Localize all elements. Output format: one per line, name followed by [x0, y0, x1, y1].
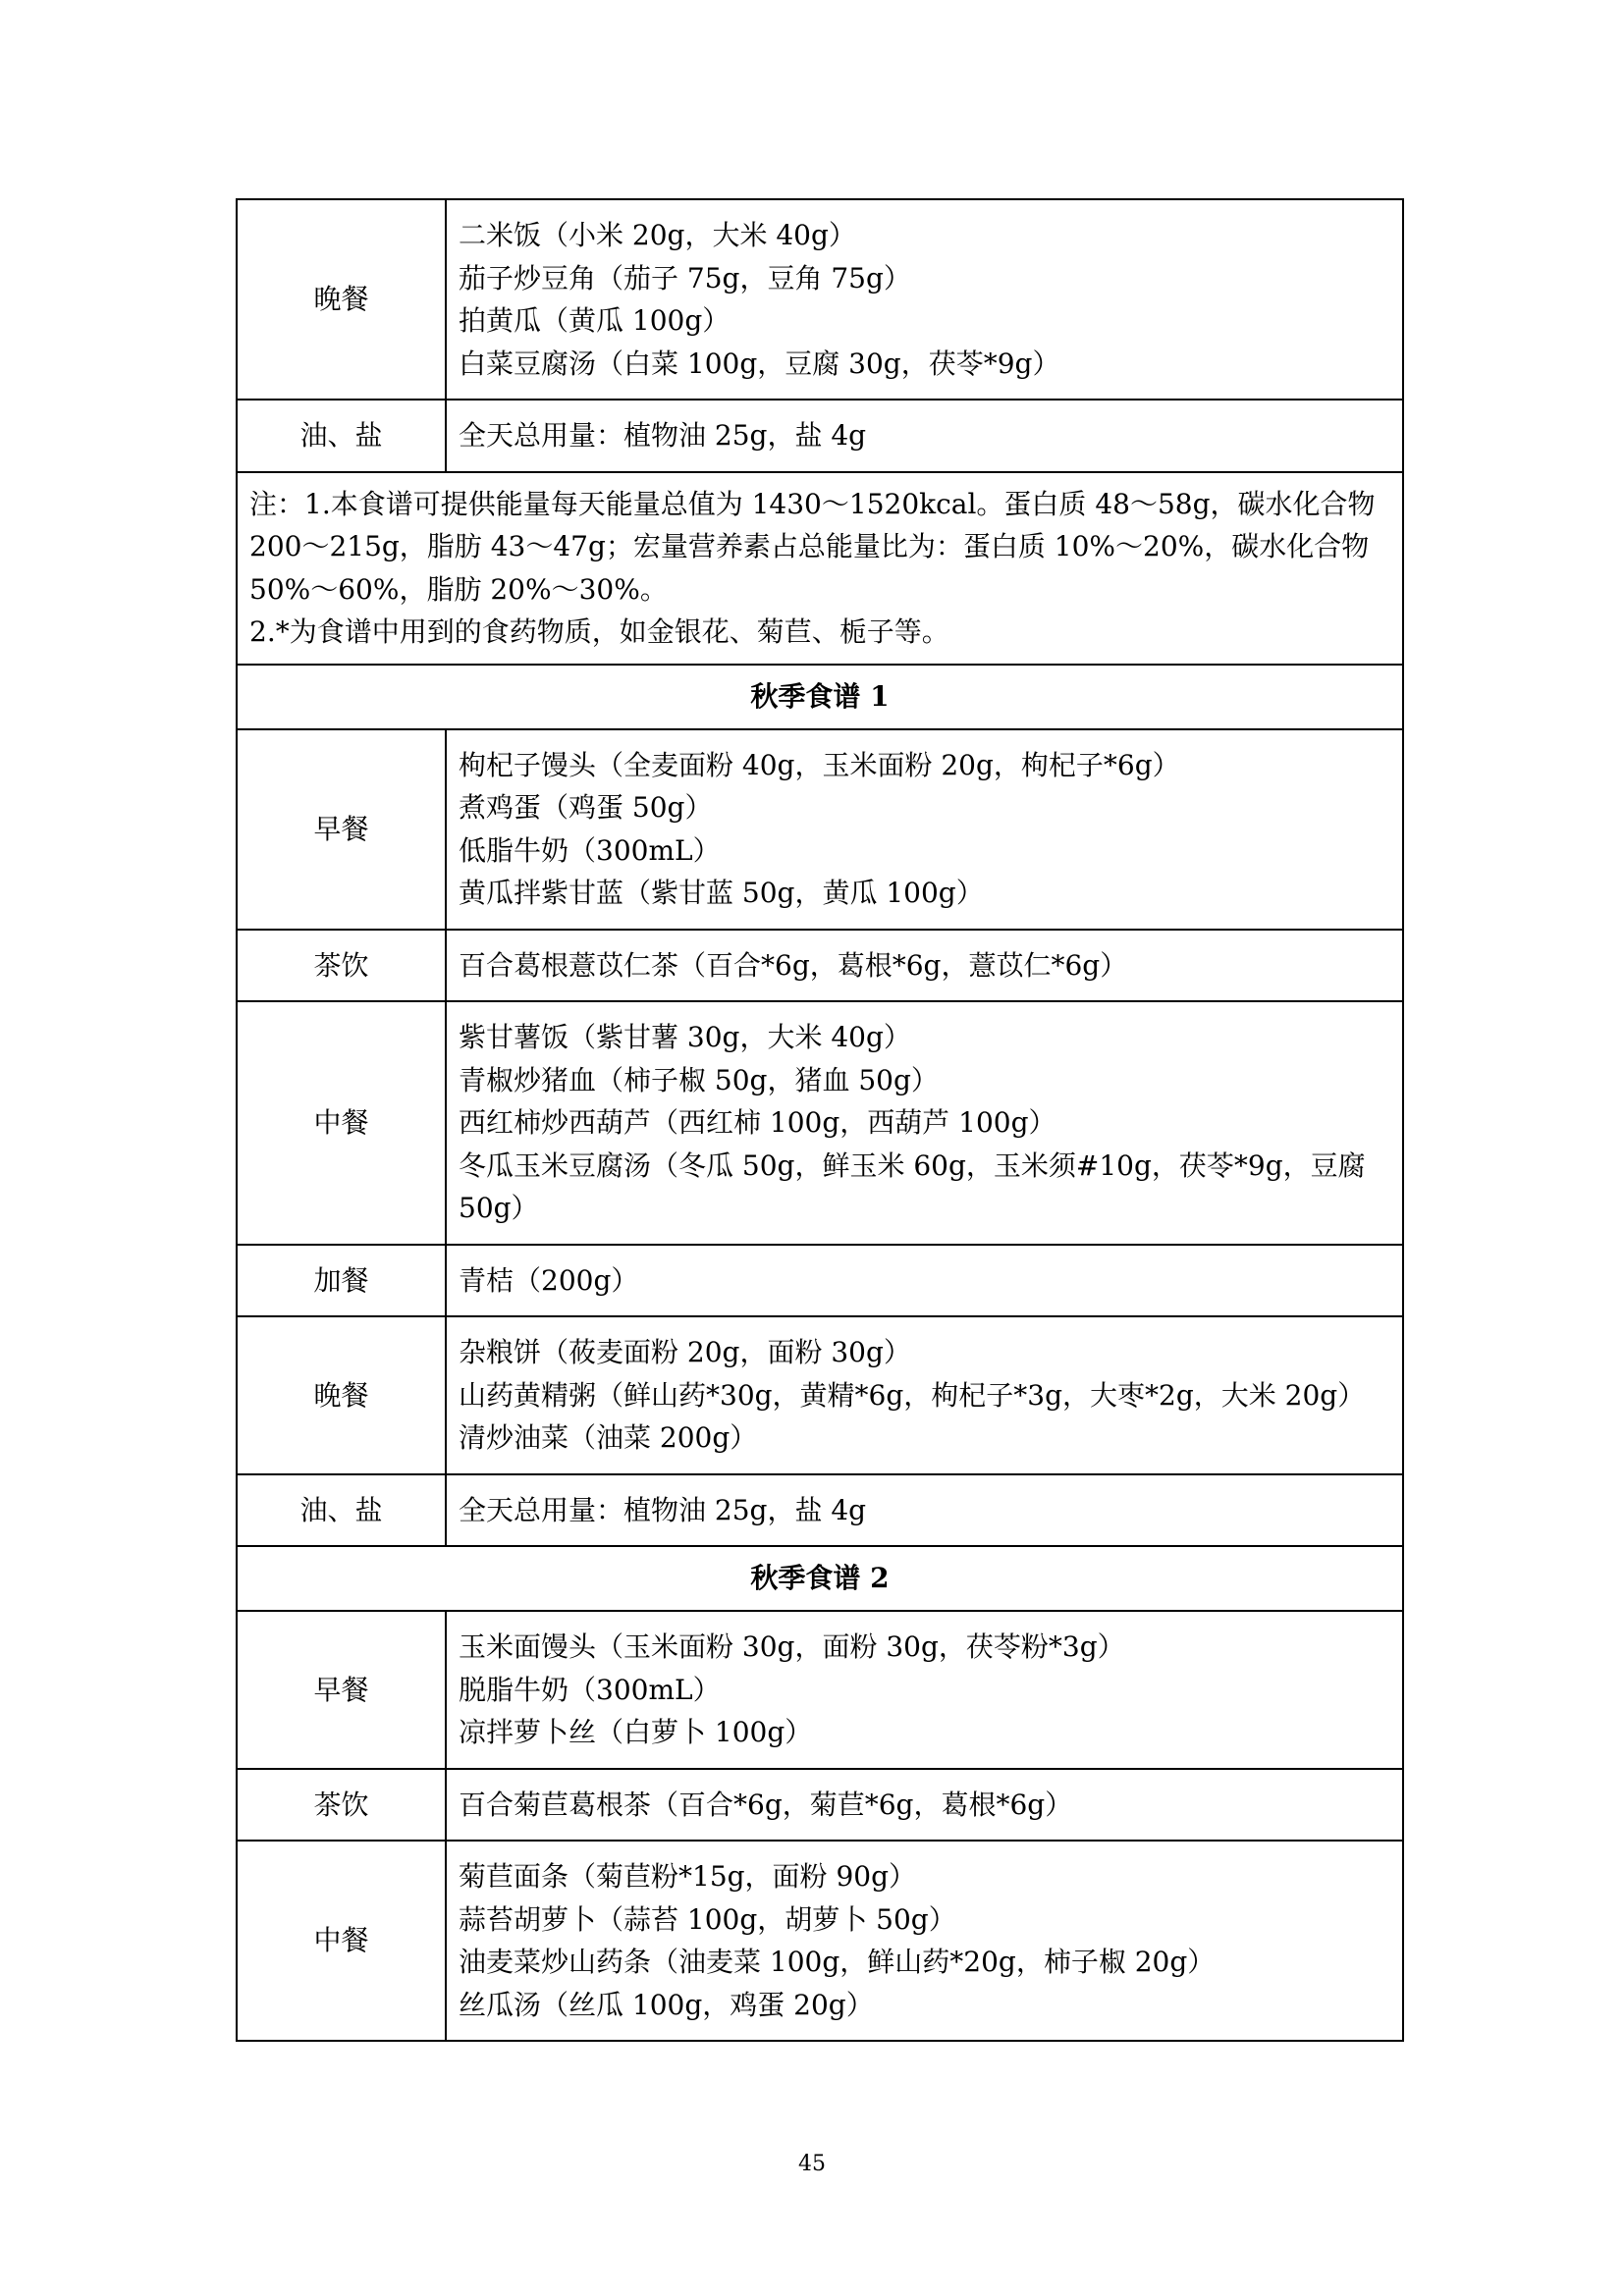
note-cell	[237, 472, 1403, 665]
list-item: 玉米面馒头（玉米面粉 30g，面粉 30g，茯苓粉*3g）	[459, 1630, 1125, 1663]
table-row	[237, 1841, 1403, 2041]
list-item: 菊苣面条（菊苣粉*15g，面粉 90g）	[459, 1860, 917, 1893]
menu-table	[236, 198, 1404, 2042]
list-item: 枸杞子馒头（全麦面粉 40g，玉米面粉 20g，枸杞子*6g）	[459, 748, 1180, 781]
meal-label: 早餐	[237, 729, 446, 930]
table-row	[237, 199, 1403, 400]
meal-items	[446, 1316, 1403, 1474]
table-row	[237, 930, 1403, 1002]
table-row	[237, 1474, 1403, 1547]
list-item: 清炒油菜（油菜 200g）	[459, 1421, 758, 1454]
section-row	[237, 665, 1403, 729]
meal-items	[446, 1611, 1403, 1769]
table-row	[237, 729, 1403, 930]
note-line-2: 2.*为食谱中用到的食药物质，如金银花、菊苣、栀子等。	[249, 615, 949, 648]
list-item: 蒜苔胡萝卜（蒜苔 100g，胡萝卜 50g）	[459, 1902, 956, 1936]
list-item: 山药黄精粥（鲜山药*30g，黄精*6g，枸杞子*3g，大枣*2g，大米 20g）	[459, 1378, 1366, 1412]
meal-label: 早餐	[237, 1611, 446, 1769]
meal-label: 晚餐	[237, 199, 446, 400]
list-item: 丝瓜汤（丝瓜 100g，鸡蛋 20g）	[459, 1988, 874, 2021]
meal-items	[446, 930, 1403, 1002]
list-item: 白菜豆腐汤（白菜 100g，豆腐 30g，茯苓*9g）	[459, 347, 1060, 380]
table-row	[237, 400, 1403, 472]
meal-label: 中餐	[237, 1001, 446, 1245]
section-title: 秋季食谱 1	[237, 665, 1403, 729]
meal-label: 加餐	[237, 1245, 446, 1317]
list-item: 煮鸡蛋（鸡蛋 50g）	[459, 791, 713, 824]
meal-items	[446, 199, 1403, 400]
meal-items	[446, 1841, 1403, 2041]
note-row	[237, 472, 1403, 665]
table-row	[237, 1611, 1403, 1769]
list-item: 二米饭（小米 20g，大米 40g）	[459, 219, 856, 251]
list-item: 黄瓜拌紫甘蓝（紫甘蓝 50g，黄瓜 100g）	[459, 877, 984, 909]
list-item: 茄子炒豆角（茄子 75g，豆角 75g）	[459, 261, 911, 294]
list-item: 紫甘薯饭（紫甘薯 30g，大米 40g）	[459, 1021, 911, 1053]
section-title: 秋季食谱 2	[237, 1546, 1403, 1611]
list-item: 西红柿炒西葫芦（西红柿 100g，西葫芦 100g）	[459, 1106, 1056, 1139]
section-row	[237, 1546, 1403, 1611]
meal-label: 茶饮	[237, 930, 446, 1002]
note-line-1: 注：1.本食谱可提供能量每天能量总值为 1430～1520kcal。蛋白质 48～58g，碳水化合物 200～215g，脂肪 43～47g；宏量营养素占总能量比为：蛋白质 10%～20%，碳水化合物 50%～60%，脂肪 20%～30%。	[249, 487, 1376, 606]
meal-items	[446, 729, 1403, 930]
list-item: 冬瓜玉米豆腐汤（冬瓜 50g，鲜玉米 60g，玉米须#10g，茯苓*9g，豆腐 50g）	[459, 1148, 1366, 1224]
table-row	[237, 1245, 1403, 1317]
meal-label: 茶饮	[237, 1769, 446, 1842]
table-row	[237, 1001, 1403, 1245]
meal-items	[446, 1245, 1403, 1317]
meal-label: 油、盐	[237, 1474, 446, 1547]
meal-label: 中餐	[237, 1841, 446, 2041]
list-item: 全天总用量：植物油 25g，盐 4g	[459, 419, 867, 452]
meal-items	[446, 400, 1403, 472]
list-item: 百合葛根薏苡仁茶（百合*6g，葛根*6g，薏苡仁*6g）	[459, 948, 1128, 982]
list-item: 杂粮饼（莜麦面粉 20g，面粉 30g）	[459, 1336, 911, 1368]
table-row	[237, 1316, 1403, 1474]
meal-items	[446, 1474, 1403, 1547]
list-item: 油麦菜炒山药条（油麦菜 100g，鲜山药*20g，柿子椒 20g）	[459, 1946, 1216, 1978]
list-item: 拍黄瓜（黄瓜 100g）	[459, 304, 731, 337]
meal-items	[446, 1001, 1403, 1245]
list-item: 青椒炒猪血（柿子椒 50g，猪血 50g）	[459, 1063, 939, 1096]
meal-items	[446, 1769, 1403, 1842]
list-item: 全天总用量：植物油 25g，盐 4g	[459, 1493, 867, 1526]
list-item: 脱脂牛奶（300mL）	[459, 1673, 721, 1706]
page-number: 45	[798, 2152, 826, 2176]
meal-label: 油、盐	[237, 400, 446, 472]
list-item: 青桔（200g）	[459, 1263, 639, 1297]
table-row	[237, 1769, 1403, 1842]
list-item: 百合菊苣葛根茶（百合*6g，菊苣*6g，葛根*6g）	[459, 1788, 1073, 1821]
meal-label: 晚餐	[237, 1316, 446, 1474]
list-item: 低脂牛奶（300mL）	[459, 833, 721, 867]
list-item: 凉拌萝卜丝（白萝卜 100g）	[459, 1716, 813, 1748]
